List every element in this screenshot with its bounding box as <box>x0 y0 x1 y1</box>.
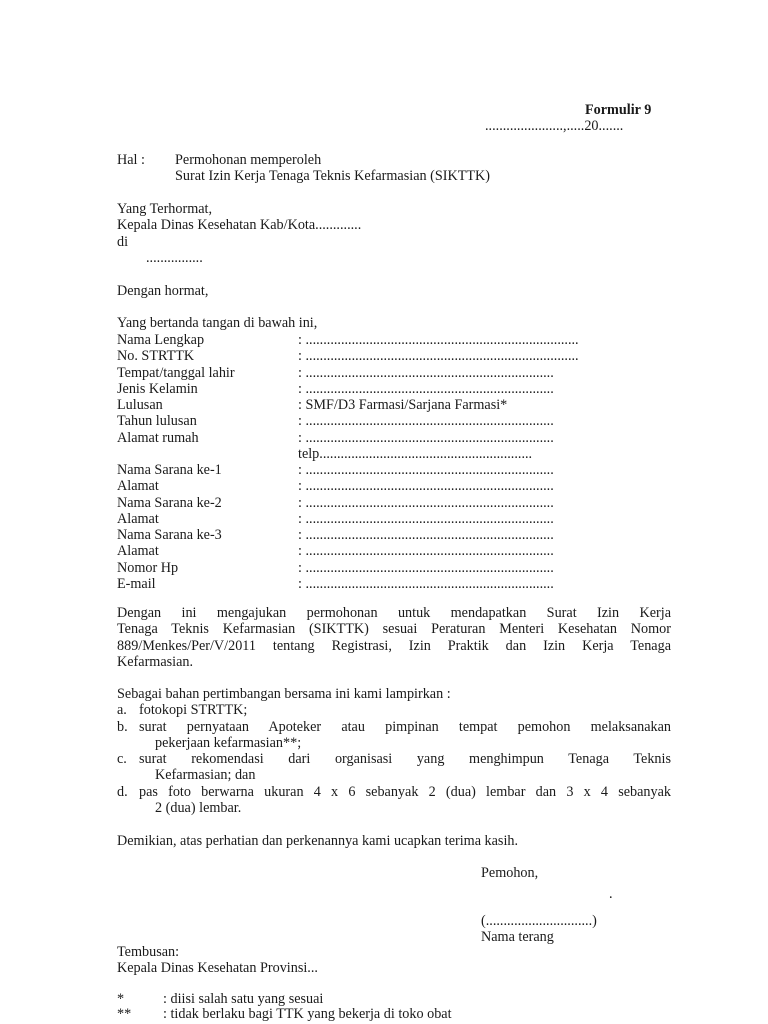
field-label: No. STRTTK <box>117 348 195 365</box>
cc-line: Kepala Dinas Kesehatan Provinsi... <box>117 960 318 976</box>
field-label: Alamat rumah <box>117 429 199 446</box>
field-value: : ...................................................................... <box>298 575 554 592</box>
list-item-text: pekerjaan kefarmasian**; <box>155 734 302 751</box>
field-value: : ...................................................................... <box>298 543 554 560</box>
list-item <box>117 702 671 718</box>
paragraph-line: Dengan ini mengajukan permohonan untuk mendapatkan Surat Izin Kerja <box>117 605 671 621</box>
field-value: : ...................................................................... <box>298 380 554 397</box>
subject-text <box>175 152 490 185</box>
field-label: E-mail <box>117 575 156 592</box>
footnote-text: : diisi salah satu yang sesuai <box>163 991 324 1007</box>
intro-line: Yang bertanda tangan di bawah ini, <box>117 315 318 331</box>
addressee <box>117 201 361 266</box>
paragraph-line: Tenaga Teknis Kefarmasian (SIKTTK) sesuai Peraturan Menteri Kesehatan Nomor <box>117 621 671 638</box>
footnote-marker: * <box>117 991 125 1007</box>
list-item-text: pas foto berwarna ukuran 4 x 6 sebanyak 2 (dua) lembar dan 3 x 4 sebanyak <box>139 783 671 800</box>
field-label: Nama Sarana ke-1 <box>117 462 222 478</box>
field-value: : ...................................................................... <box>298 478 554 495</box>
addressee-line: Kepala Dinas Kesehatan Kab/Kota............. <box>117 217 362 234</box>
field-label: Nama Sarana ke-2 <box>117 494 222 511</box>
applicant-label: Pemohon, <box>481 865 539 881</box>
closing-line: Demikian, atas perhatian dan perkenannya kami ucapkan terima kasih. <box>117 833 519 849</box>
field-label: Lulusan <box>117 397 163 413</box>
field-label: Nama Sarana ke-3 <box>117 527 222 543</box>
list-item-text: fotokopi STRTTK; <box>139 702 248 719</box>
field-value: : ............................................................................. <box>298 348 579 365</box>
list-item-text: 2 (dua) lembar. <box>155 800 242 817</box>
list-marker: d. <box>117 783 128 800</box>
field-value: : ...................................................................... <box>298 364 554 381</box>
paragraph-line: Kefarmasian. <box>117 653 194 670</box>
signature-name-label: Nama terang <box>481 929 554 945</box>
subject-line: Permohonan memperoleh <box>175 152 322 168</box>
list-item <box>117 784 671 817</box>
field-label: Tahun lulusan <box>117 413 197 430</box>
field-value: telp............................................................ <box>298 445 533 462</box>
field-value: : ...................................................................... <box>298 510 554 527</box>
greeting: Dengan hormat, <box>117 283 209 299</box>
stray-dot: . <box>609 886 613 902</box>
attachments-intro: Sebagai bahan pertimbangan bersama ini kami lampirkan : <box>117 686 451 702</box>
form-title: Formulir 9 <box>585 102 652 118</box>
field-label: Alamat <box>117 510 159 527</box>
date-line: ......................,.....20....... <box>485 118 624 134</box>
addressee-line: di <box>117 233 129 250</box>
list-item-text: surat pernyataan Apoteker atau pimpinan tempat pemohon melaksanakan <box>139 718 671 735</box>
footnote-marker: ** <box>117 1006 132 1022</box>
paragraph-line: 889/Menkes/Per/V/2011 tentang Registrasi, Izin Praktik dan Izin Kerja Tenaga <box>117 637 671 654</box>
field-label: Nomor Hp <box>117 559 179 576</box>
field-label: Alamat <box>117 543 159 560</box>
field-value: : ............................................................................. <box>298 332 579 348</box>
signature-name-placeholder: (..............................) <box>481 913 597 929</box>
request-paragraph <box>117 605 671 670</box>
field-value: : ...................................................................... <box>298 429 554 446</box>
field-value: : ...................................................................... <box>298 462 554 478</box>
list-marker: c. <box>117 751 127 768</box>
list-item <box>117 719 671 752</box>
list-item-text: Kefarmasian; dan <box>155 767 256 784</box>
field-value: : ...................................................................... <box>298 527 554 543</box>
addressee-line: ................ <box>146 249 203 266</box>
attachments-list <box>117 686 671 816</box>
field-label: Alamat <box>117 478 159 495</box>
field-label: Tempat/tanggal lahir <box>117 364 235 381</box>
cc-label: Tembusan: <box>117 944 180 960</box>
list-item <box>117 751 671 784</box>
list-marker: a. <box>117 702 127 719</box>
subject-line: Surat Izin Kerja Tenaga Teknis Kefarmasian (SIKTTK) <box>175 168 491 185</box>
list-marker: b. <box>117 718 128 735</box>
field-label: Nama Lengkap <box>117 332 205 348</box>
field-label: Jenis Kelamin <box>117 380 198 397</box>
addressee-line: Yang Terhormat, <box>117 201 213 217</box>
field-value: : ...................................................................... <box>298 559 554 576</box>
list-item-text: surat rekomendasi dari organisasi yang menghimpun Tenaga Teknis <box>139 751 671 768</box>
field-value: : ...................................................................... <box>298 413 554 430</box>
field-value: : ...................................................................... <box>298 494 554 511</box>
footnote-text: : tidak berlaku bagi TTK yang bekerja di toko obat <box>163 1006 452 1022</box>
subject-label: Hal : <box>117 152 145 168</box>
field-value: : SMF/D3 Farmasi/Sarjana Farmasi* <box>298 397 508 413</box>
